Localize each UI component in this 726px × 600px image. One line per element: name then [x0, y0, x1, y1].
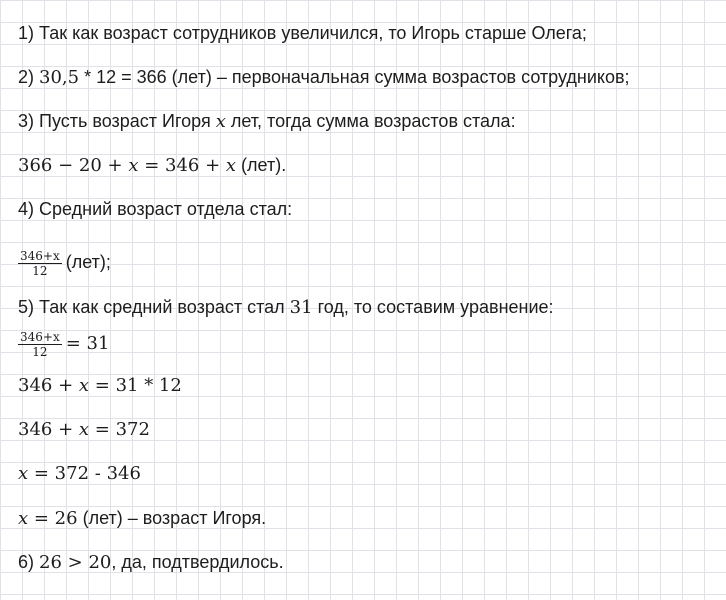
step-4	[18, 198, 292, 220]
equation-step-3-b: = 372 - 346	[28, 463, 141, 484]
variable-x: x	[78, 375, 90, 396]
step-4-text: 4) Средний возраст отдела стал:	[18, 199, 293, 219]
variable-x: x	[128, 155, 139, 176]
step-1	[18, 22, 587, 44]
step-5-prefix: 5) Так как средний возраст стал	[18, 297, 290, 317]
average-unit: (лет);	[65, 252, 111, 272]
sum-expression-unit: (лет).	[236, 155, 287, 175]
step-5-math: 31	[289, 297, 313, 318]
equation-step-2-b: = 372	[89, 419, 150, 440]
step-6-math: 26 > 20	[39, 552, 112, 573]
step-6	[18, 551, 284, 574]
equation-step-1-a: 346 +	[18, 375, 79, 396]
fraction-denominator: 12	[32, 263, 48, 278]
step-1-text: 1) Так как возраст сотрудников увеличился, то Игорь старше Олега;	[18, 23, 587, 43]
step-2-rest: * 12 = 366 (лет) – первоначальная сумма возрастов сотрудников;	[79, 67, 630, 87]
equation-step-1	[18, 375, 182, 397]
equation-result	[18, 507, 266, 530]
variable-x: x	[78, 419, 90, 440]
equation-line	[18, 329, 109, 359]
fraction-numerator: 346+x	[20, 248, 60, 263]
equation-fraction	[18, 330, 62, 359]
step-5	[18, 296, 554, 319]
variable-x: x	[215, 111, 226, 132]
variable-x: x	[18, 508, 29, 529]
sum-expression-a: 366 − 20 +	[18, 155, 129, 176]
sum-expression	[18, 154, 286, 177]
step-3-rest: лет, тогда сумма возрастов стала:	[225, 111, 516, 131]
step-2	[18, 66, 630, 89]
step-6-rest: , да, подтвердилось.	[111, 552, 284, 572]
step-2-math: 30,5	[39, 67, 80, 88]
equation-step-1-b: = 31 * 12	[89, 375, 182, 396]
equation-rhs: = 31	[65, 333, 110, 354]
equation-step-2	[18, 419, 150, 441]
fraction-numerator: 346+x	[20, 329, 60, 344]
step-3-prefix: 3) Пусть возраст Игоря	[18, 111, 216, 131]
equation-step-3	[18, 463, 141, 485]
equation-result-text: (лет) – возраст Игоря.	[77, 508, 267, 528]
step-3	[18, 110, 516, 133]
variable-x: x	[225, 155, 237, 176]
step-6-prefix: 6)	[18, 552, 40, 572]
fraction-denominator: 12	[32, 344, 48, 359]
average-fraction	[18, 249, 62, 278]
sum-expression-b: = 346 +	[138, 155, 226, 176]
average-fraction-line	[18, 247, 111, 278]
equation-step-2-a: 346 +	[18, 419, 79, 440]
equation-result-value: = 26	[28, 508, 78, 529]
step-5-rest: год, то составим уравнение:	[312, 297, 554, 317]
step-2-prefix: 2)	[18, 67, 40, 87]
variable-x: x	[18, 463, 29, 484]
